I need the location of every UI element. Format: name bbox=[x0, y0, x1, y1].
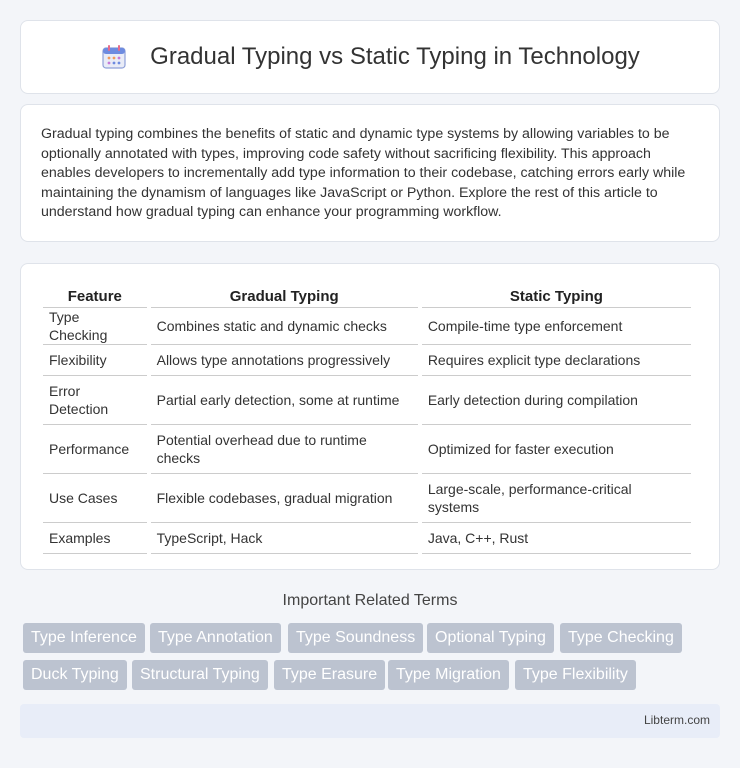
related-term-tag[interactable]: Type Inference bbox=[23, 623, 145, 653]
table-cell: Optimized for faster execution bbox=[422, 425, 691, 474]
table-cell: TypeScript, Hack bbox=[151, 523, 418, 554]
related-term-tag[interactable]: Type Erasure bbox=[274, 660, 385, 690]
related-term-tag[interactable]: Structural Typing bbox=[132, 660, 268, 690]
table-row bbox=[43, 523, 691, 554]
table-cell: Flexible codebases, gradual migration bbox=[151, 474, 418, 523]
table-cell: Partial early detection, some at runtime bbox=[151, 376, 418, 425]
table-row bbox=[43, 474, 691, 523]
table-row bbox=[43, 425, 691, 474]
header-card bbox=[20, 20, 720, 94]
table-cell: Examples bbox=[43, 523, 147, 554]
intro-text: Gradual typing combines the benefits of static and dynamic type systems by allowing variables to be optionally annotated with types, improving code safety without sacrificing flexibility. This approach enables developers to incrementally add type information to their codebase, catching errors early while maintaining the dynamism of languages like JavaScript or Python. Explore the rest of this article to understand how gradual typing can enhance your programming workflow. bbox=[41, 126, 686, 221]
calendar-icon bbox=[100, 43, 128, 71]
related-term-tag[interactable]: Optional Typing bbox=[427, 623, 554, 653]
table-cell: Error Detection bbox=[43, 376, 147, 425]
comparison-table-card bbox=[20, 263, 720, 570]
comparison-table bbox=[39, 286, 695, 554]
table-header-row bbox=[43, 286, 691, 308]
table-cell: Performance bbox=[43, 425, 147, 474]
table-row bbox=[43, 308, 691, 345]
table-cell: Type Checking bbox=[43, 308, 147, 345]
table-cell: Combines static and dynamic checks bbox=[151, 308, 418, 345]
table-cell: Requires explicit type declarations bbox=[422, 345, 691, 376]
related-term-tag[interactable]: Type Checking bbox=[560, 623, 682, 653]
footer bbox=[20, 704, 720, 738]
related-term-tag[interactable]: Duck Typing bbox=[23, 660, 127, 690]
column-header: Feature bbox=[43, 286, 147, 308]
table-row bbox=[43, 376, 691, 425]
table-cell: Compile-time type enforcement bbox=[422, 308, 691, 345]
related-terms-title: Important Related Terms bbox=[282, 592, 458, 609]
table-row bbox=[43, 345, 691, 376]
related-term-tag[interactable]: Type Soundness bbox=[288, 623, 423, 653]
table-cell: Java, C++, Rust bbox=[422, 523, 691, 554]
column-header: Gradual Typing bbox=[151, 286, 418, 308]
related-term-tag[interactable]: Type Flexibility bbox=[515, 660, 636, 690]
related-term-tag[interactable]: Type Migration bbox=[388, 660, 509, 690]
column-header: Static Typing bbox=[422, 286, 691, 308]
footer-site-link[interactable]: Libterm.com bbox=[643, 713, 710, 727]
table-cell: Early detection during compilation bbox=[422, 376, 691, 425]
table-cell: Potential overhead due to runtime checks bbox=[151, 425, 418, 474]
page-title: Gradual Typing vs Static Typing in Technology bbox=[150, 43, 640, 70]
intro-card bbox=[20, 104, 720, 242]
related-term-tag[interactable]: Type Annotation bbox=[150, 623, 281, 653]
table-cell: Use Cases bbox=[43, 474, 147, 523]
table-cell: Allows type annotations progressively bbox=[151, 345, 418, 376]
table-cell: Flexibility bbox=[43, 345, 147, 376]
table-cell: Large-scale, performance-critical systems bbox=[422, 474, 691, 523]
